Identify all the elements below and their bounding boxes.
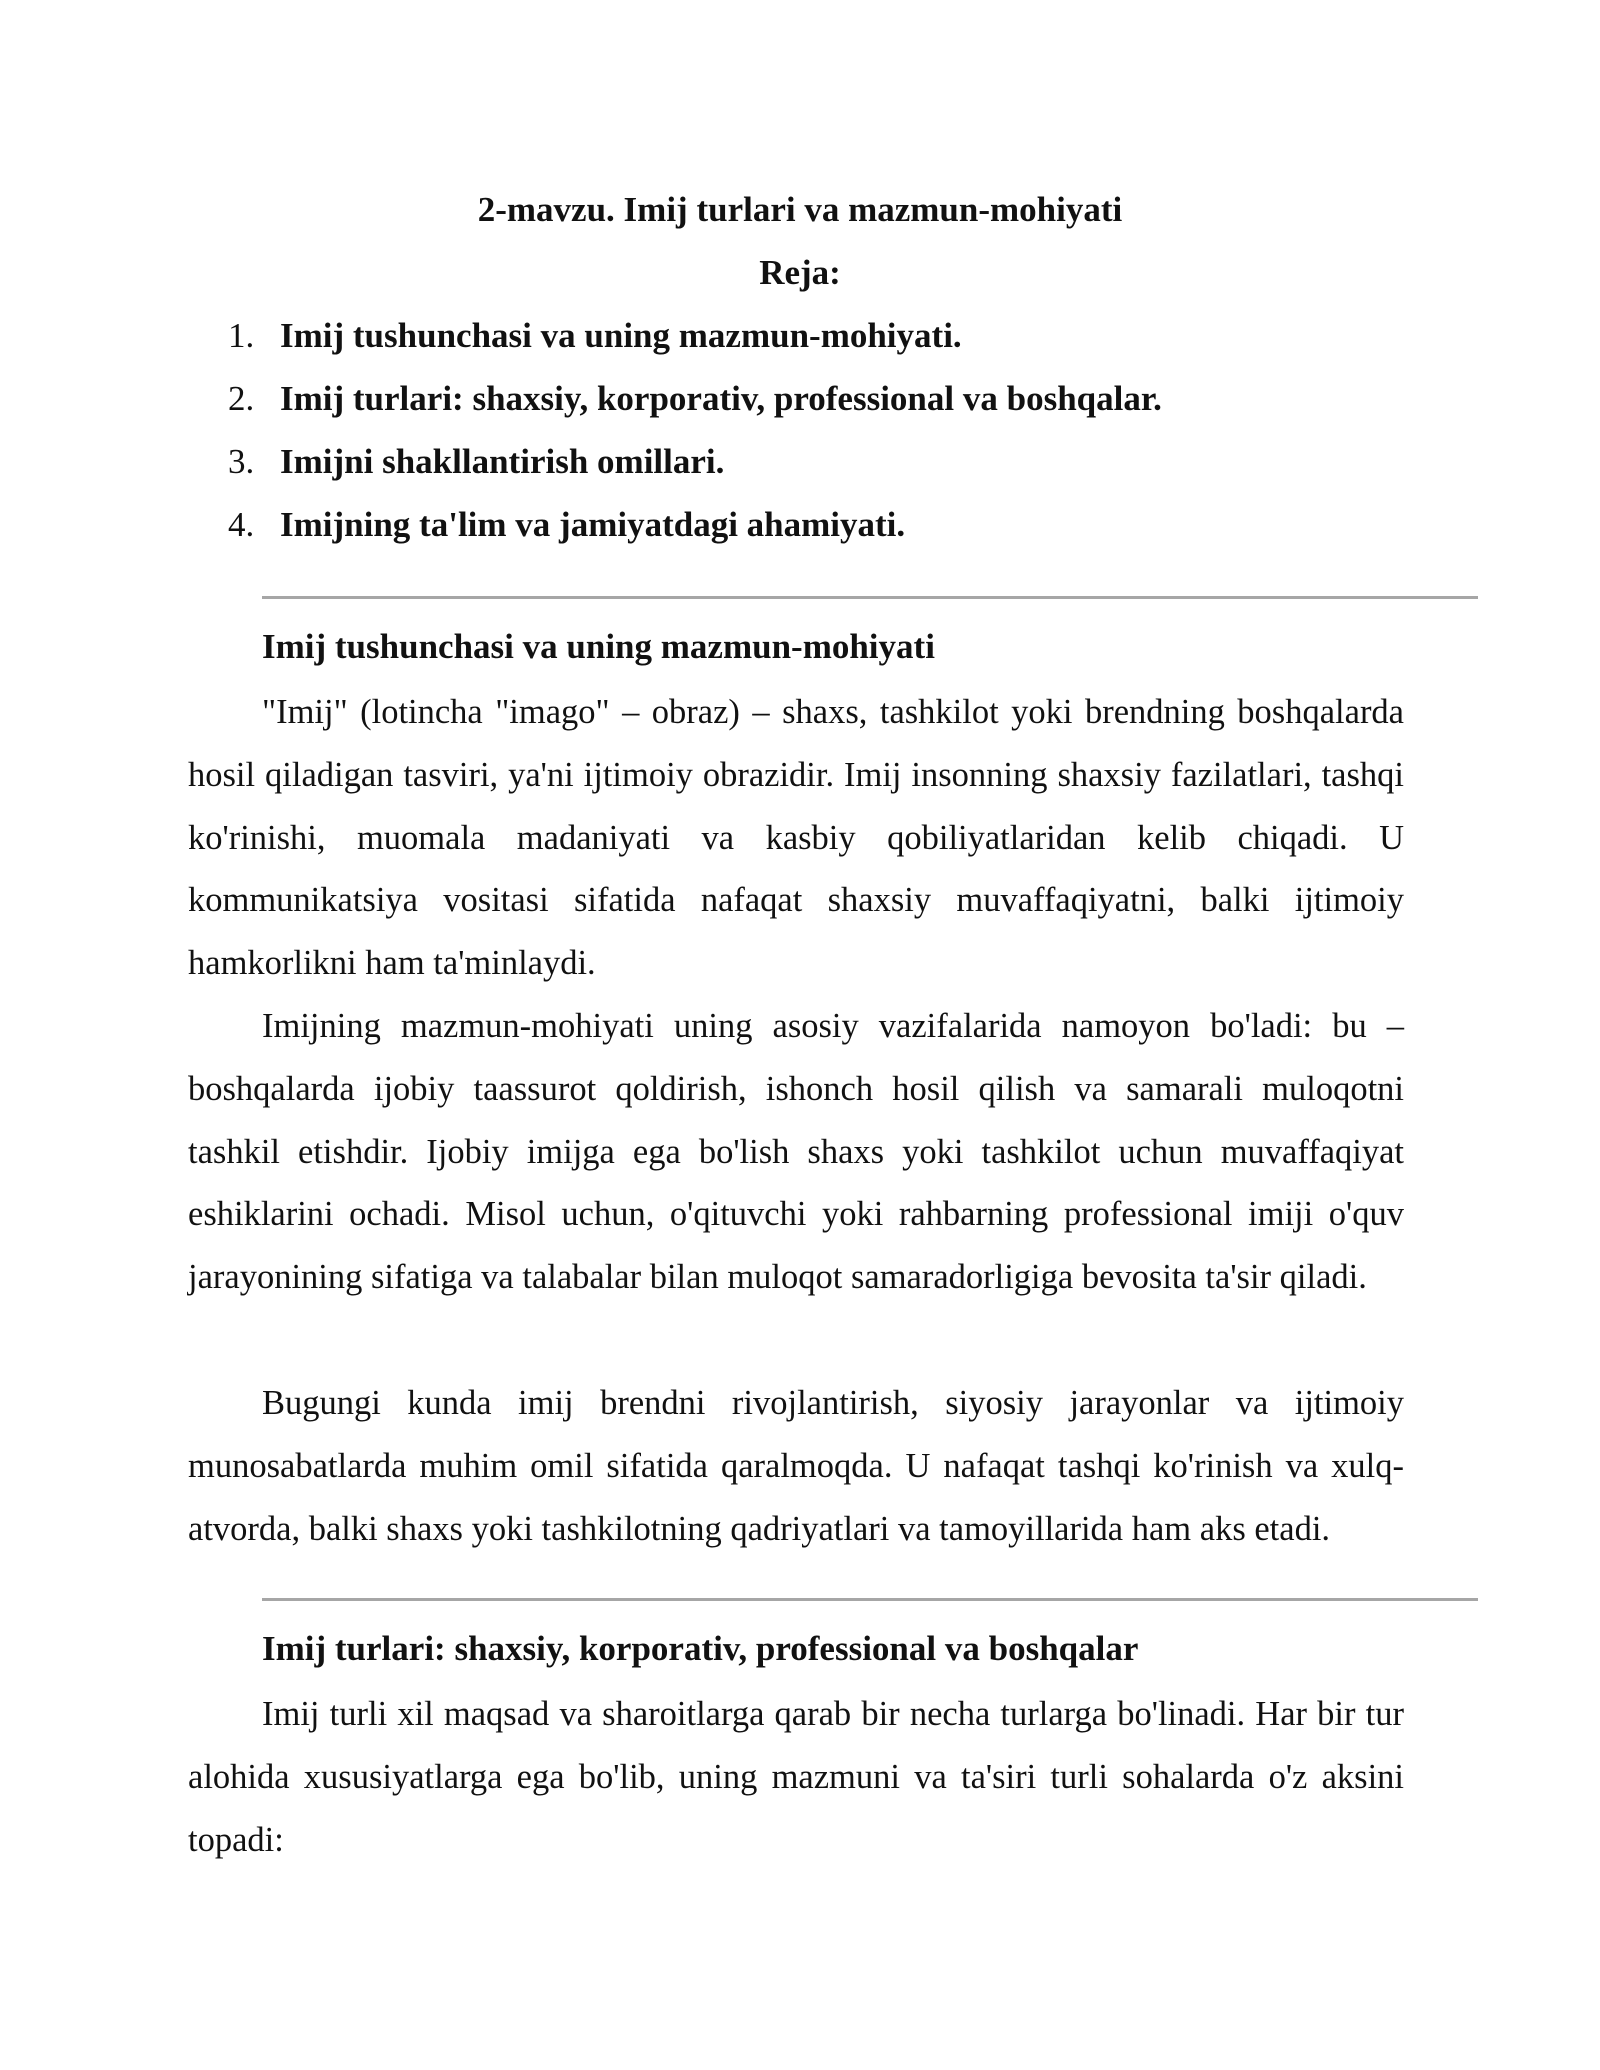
plan-item-text: Imij tushunchasi va uning mazmun-mohiyati. [280, 316, 962, 355]
section-divider [262, 1598, 1478, 1601]
plan-item [228, 438, 1162, 501]
plan-item-number: 2. [228, 379, 255, 418]
body-paragraph: Bugungi kunda imij brendni rivojlantirish, siyosiy jarayonlar va ijtimoiy munosabatlarda muhim omil sifatida qaralmoqda. U nafaqat tashqi ko'rinish va xulq-atvorda, balki shaxs yoki tashkilotning qadriyatlari va tamoyillarida ham aks etadi. [188, 1384, 1404, 1548]
plan-item-number: 1. [228, 316, 255, 355]
plan-heading: Reja: [759, 253, 841, 292]
plan-list [228, 312, 1162, 564]
plan-item-text: Imij turlari: shaxsiy, korporativ, professional va boshqalar. [280, 379, 1162, 418]
body-paragraph: Imij turli xil maqsad va sharoitlarga qarab bir necha turlarga bo'linadi. Har bir tur alohida xususiyatlarga ega bo'lib, uning mazmuni va ta'siri turli sohalarda o'z aksini topadi: [188, 1695, 1404, 1859]
plan-item-number: 4. [228, 505, 255, 544]
section-heading: Imij turlari: shaxsiy, korporativ, professional va boshqalar [262, 1629, 1139, 1668]
plan-item-text: Imijni shakllantirish omillari. [280, 442, 725, 481]
plan-item [228, 312, 1162, 375]
plan-item [228, 501, 1162, 564]
plan-item-number: 3. [228, 442, 255, 481]
body-paragraph: Imijning mazmun-mohiyati uning asosiy vazifalarida namoyon bo'ladi: bu – boshqalarda ijobiy taassurot qoldirish, ishonch hosil qilish va samarali muloqotni tashkil etishdir. Ijobiy imijga ega bo'lish shaxs yoki tashkilot uchun muvaffaqiyat eshiklarini ochadi. Misol uchun, o'qituvchi yoki rahbarning professional imiji o'quv jarayonining sifatiga va talabalar bilan muloqot samaradorligiga bevosita ta'sir qiladi. [188, 1007, 1404, 1297]
body-paragraph: "Imij" (lotincha "imago" – obraz) – shaxs, tashkilot yoki brendning boshqalarda hosil qiladigan tasviri, ya'ni ijtimoiy obrazidir. Imij insonning shaxsiy fazilatlari, tashqi ko'rinishi, muomala madaniyati va kasbiy qobiliyatlaridan kelib chiqadi. U kommunikatsiya vositasi sifatida nafaqat shaxsiy muvaffaqiyatni, balki ijtimoiy hamkorlikni ham ta'minlaydi. [188, 693, 1404, 983]
page-title: 2-mavzu. Imij turlari va mazmun-mohiyati [477, 190, 1123, 229]
section-heading: Imij tushunchasi va uning mazmun-mohiyati [262, 627, 935, 666]
section-divider [262, 596, 1478, 599]
plan-item-text: Imijning ta'lim va jamiyatdagi ahamiyati. [280, 505, 906, 544]
plan-item [228, 375, 1162, 438]
